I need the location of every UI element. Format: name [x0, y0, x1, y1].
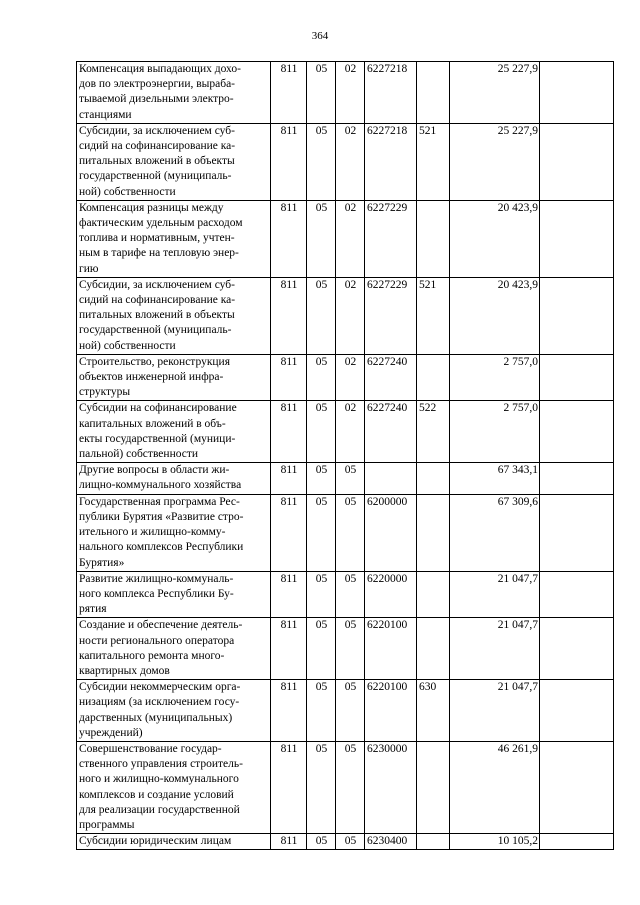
- target-article-code-cell: 6227229: [365, 200, 417, 277]
- ministry-code-cell: 811: [271, 834, 307, 850]
- section-code-cell: 05: [307, 494, 336, 571]
- section-code-cell: 05: [307, 463, 336, 494]
- table-row: [77, 123, 614, 200]
- amount-cell: 21 047,7: [450, 618, 540, 680]
- expense-type-code-cell: [417, 200, 450, 277]
- target-article-code-cell: 6227240: [365, 354, 417, 401]
- extra-column-cell: [540, 571, 614, 618]
- table-row: [77, 354, 614, 401]
- amount-cell: 25 227,9: [450, 62, 540, 124]
- extra-column-cell: [540, 354, 614, 401]
- ministry-code-cell: 811: [271, 200, 307, 277]
- target-article-code-cell: 6220100: [365, 618, 417, 680]
- target-article-code-cell: 6220100: [365, 680, 417, 742]
- amount-cell: 20 423,9: [450, 200, 540, 277]
- expense-type-code-cell: 630: [417, 680, 450, 742]
- subsection-code-cell: 05: [336, 463, 365, 494]
- extra-column-cell: [540, 200, 614, 277]
- subsection-code-cell: 02: [336, 354, 365, 401]
- table-row: [77, 571, 614, 618]
- row-name-cell: Субсидии некоммерческим орга- низациям (за исключением госу- дарственных (муниципальных) учреждений): [77, 680, 271, 742]
- row-name-cell: Компенсация разницы между фактическим удельным расходом топлива и нормативным, учтен- ным в тарифе на тепловую энер- гию: [77, 200, 271, 277]
- ministry-code-cell: 811: [271, 571, 307, 618]
- expense-type-code-cell: [417, 463, 450, 494]
- ministry-code-cell: 811: [271, 494, 307, 571]
- subsection-code-cell: 02: [336, 277, 365, 354]
- table-row: [77, 618, 614, 680]
- row-name-cell: Создание и обеспечение деятель- ности регионального оператора капитального ремонта много- квартирных домов: [77, 618, 271, 680]
- ministry-code-cell: 811: [271, 463, 307, 494]
- amount-cell: 67 343,1: [450, 463, 540, 494]
- ministry-code-cell: 811: [271, 62, 307, 124]
- ministry-code-cell: 811: [271, 741, 307, 833]
- expense-type-code-cell: [417, 571, 450, 618]
- amount-cell: 2 757,0: [450, 354, 540, 401]
- row-name-cell: Субсидии на софинансирование капитальных вложений в объ- екты государственной (муници- пальной) собственности: [77, 401, 271, 463]
- table-row: [77, 741, 614, 833]
- section-code-cell: 05: [307, 834, 336, 850]
- table-row: [77, 463, 614, 494]
- target-article-code-cell: [365, 463, 417, 494]
- row-name-cell: Развитие жилищно-коммуналь- ного комплекса Республики Бу- рятия: [77, 571, 271, 618]
- subsection-code-cell: 02: [336, 62, 365, 124]
- table-row: [77, 401, 614, 463]
- expense-type-code-cell: 522: [417, 401, 450, 463]
- expense-type-code-cell: [417, 741, 450, 833]
- extra-column-cell: [540, 277, 614, 354]
- extra-column-cell: [540, 463, 614, 494]
- budget-table: [76, 61, 614, 850]
- expense-type-code-cell: [417, 494, 450, 571]
- ministry-code-cell: 811: [271, 401, 307, 463]
- section-code-cell: 05: [307, 401, 336, 463]
- expense-type-code-cell: [417, 354, 450, 401]
- extra-column-cell: [540, 834, 614, 850]
- section-code-cell: 05: [307, 680, 336, 742]
- ministry-code-cell: 811: [271, 354, 307, 401]
- subsection-code-cell: 05: [336, 618, 365, 680]
- section-code-cell: 05: [307, 123, 336, 200]
- expense-type-code-cell: [417, 62, 450, 124]
- row-name-cell: Субсидии юридическим лицам: [77, 834, 271, 850]
- page-number: 364: [311, 30, 329, 42]
- table-row: [77, 200, 614, 277]
- target-article-code-cell: 6230400: [365, 834, 417, 850]
- target-article-code-cell: 6227240: [365, 401, 417, 463]
- amount-cell: 25 227,9: [450, 123, 540, 200]
- amount-cell: 46 261,9: [450, 741, 540, 833]
- section-code-cell: 05: [307, 200, 336, 277]
- target-article-code-cell: 6230000: [365, 741, 417, 833]
- expense-type-code-cell: 521: [417, 123, 450, 200]
- section-code-cell: 05: [307, 618, 336, 680]
- row-name-cell: Государственная программа Рес- публики Бурятия «Развитие стро- ительного и жилищно-комму- нального комплексов Республики Бурятия»: [77, 494, 271, 571]
- amount-cell: 21 047,7: [450, 680, 540, 742]
- expense-type-code-cell: [417, 618, 450, 680]
- table-row: [77, 277, 614, 354]
- section-code-cell: 05: [307, 741, 336, 833]
- table-row: [77, 62, 614, 124]
- amount-cell: 10 105,2: [450, 834, 540, 850]
- extra-column-cell: [540, 618, 614, 680]
- extra-column-cell: [540, 62, 614, 124]
- extra-column-cell: [540, 494, 614, 571]
- budget-table-body: [77, 62, 614, 850]
- row-name-cell: Строительство, реконструкция объектов инженерной инфра- структуры: [77, 354, 271, 401]
- expense-type-code-cell: 521: [417, 277, 450, 354]
- subsection-code-cell: 02: [336, 123, 365, 200]
- subsection-code-cell: 05: [336, 834, 365, 850]
- extra-column-cell: [540, 123, 614, 200]
- expense-type-code-cell: [417, 834, 450, 850]
- section-code-cell: 05: [307, 277, 336, 354]
- amount-cell: 21 047,7: [450, 571, 540, 618]
- subsection-code-cell: 05: [336, 571, 365, 618]
- table-row: [77, 494, 614, 571]
- extra-column-cell: [540, 401, 614, 463]
- ministry-code-cell: 811: [271, 123, 307, 200]
- target-article-code-cell: 6227218: [365, 123, 417, 200]
- subsection-code-cell: 05: [336, 741, 365, 833]
- amount-cell: 2 757,0: [450, 401, 540, 463]
- target-article-code-cell: 6200000: [365, 494, 417, 571]
- table-row: [77, 680, 614, 742]
- subsection-code-cell: 02: [336, 200, 365, 277]
- target-article-code-cell: 6227229: [365, 277, 417, 354]
- subsection-code-cell: 05: [336, 494, 365, 571]
- row-name-cell: Субсидии, за исключением суб- сидий на софинансирование ка- питальных вложений в объекты государственной (муниципаль- ной) собственности: [77, 123, 271, 200]
- amount-cell: 67 309,6: [450, 494, 540, 571]
- section-code-cell: 05: [307, 354, 336, 401]
- extra-column-cell: [540, 680, 614, 742]
- extra-column-cell: [540, 741, 614, 833]
- target-article-code-cell: 6227218: [365, 62, 417, 124]
- section-code-cell: 05: [307, 571, 336, 618]
- ministry-code-cell: 811: [271, 618, 307, 680]
- section-code-cell: 05: [307, 62, 336, 124]
- subsection-code-cell: 05: [336, 680, 365, 742]
- amount-cell: 20 423,9: [450, 277, 540, 354]
- subsection-code-cell: 02: [336, 401, 365, 463]
- target-article-code-cell: 6220000: [365, 571, 417, 618]
- ministry-code-cell: 811: [271, 277, 307, 354]
- row-name-cell: Другие вопросы в области жи- лищно-коммунального хозяйства: [77, 463, 271, 494]
- row-name-cell: Компенсация выпадающих дохо- дов по электроэнергии, выраба- тываемой дизельными электро- станциями: [77, 62, 271, 124]
- row-name-cell: Субсидии, за исключением суб- сидий на софинансирование ка- питальных вложений в объекты государственной (муниципаль- ной) собственности: [77, 277, 271, 354]
- ministry-code-cell: 811: [271, 680, 307, 742]
- table-row: [77, 834, 614, 850]
- row-name-cell: Совершенствование государ- ственного управления строитель- ного и жилищно-коммунального комплексов и создание условий для реализации государственной программы: [77, 741, 271, 833]
